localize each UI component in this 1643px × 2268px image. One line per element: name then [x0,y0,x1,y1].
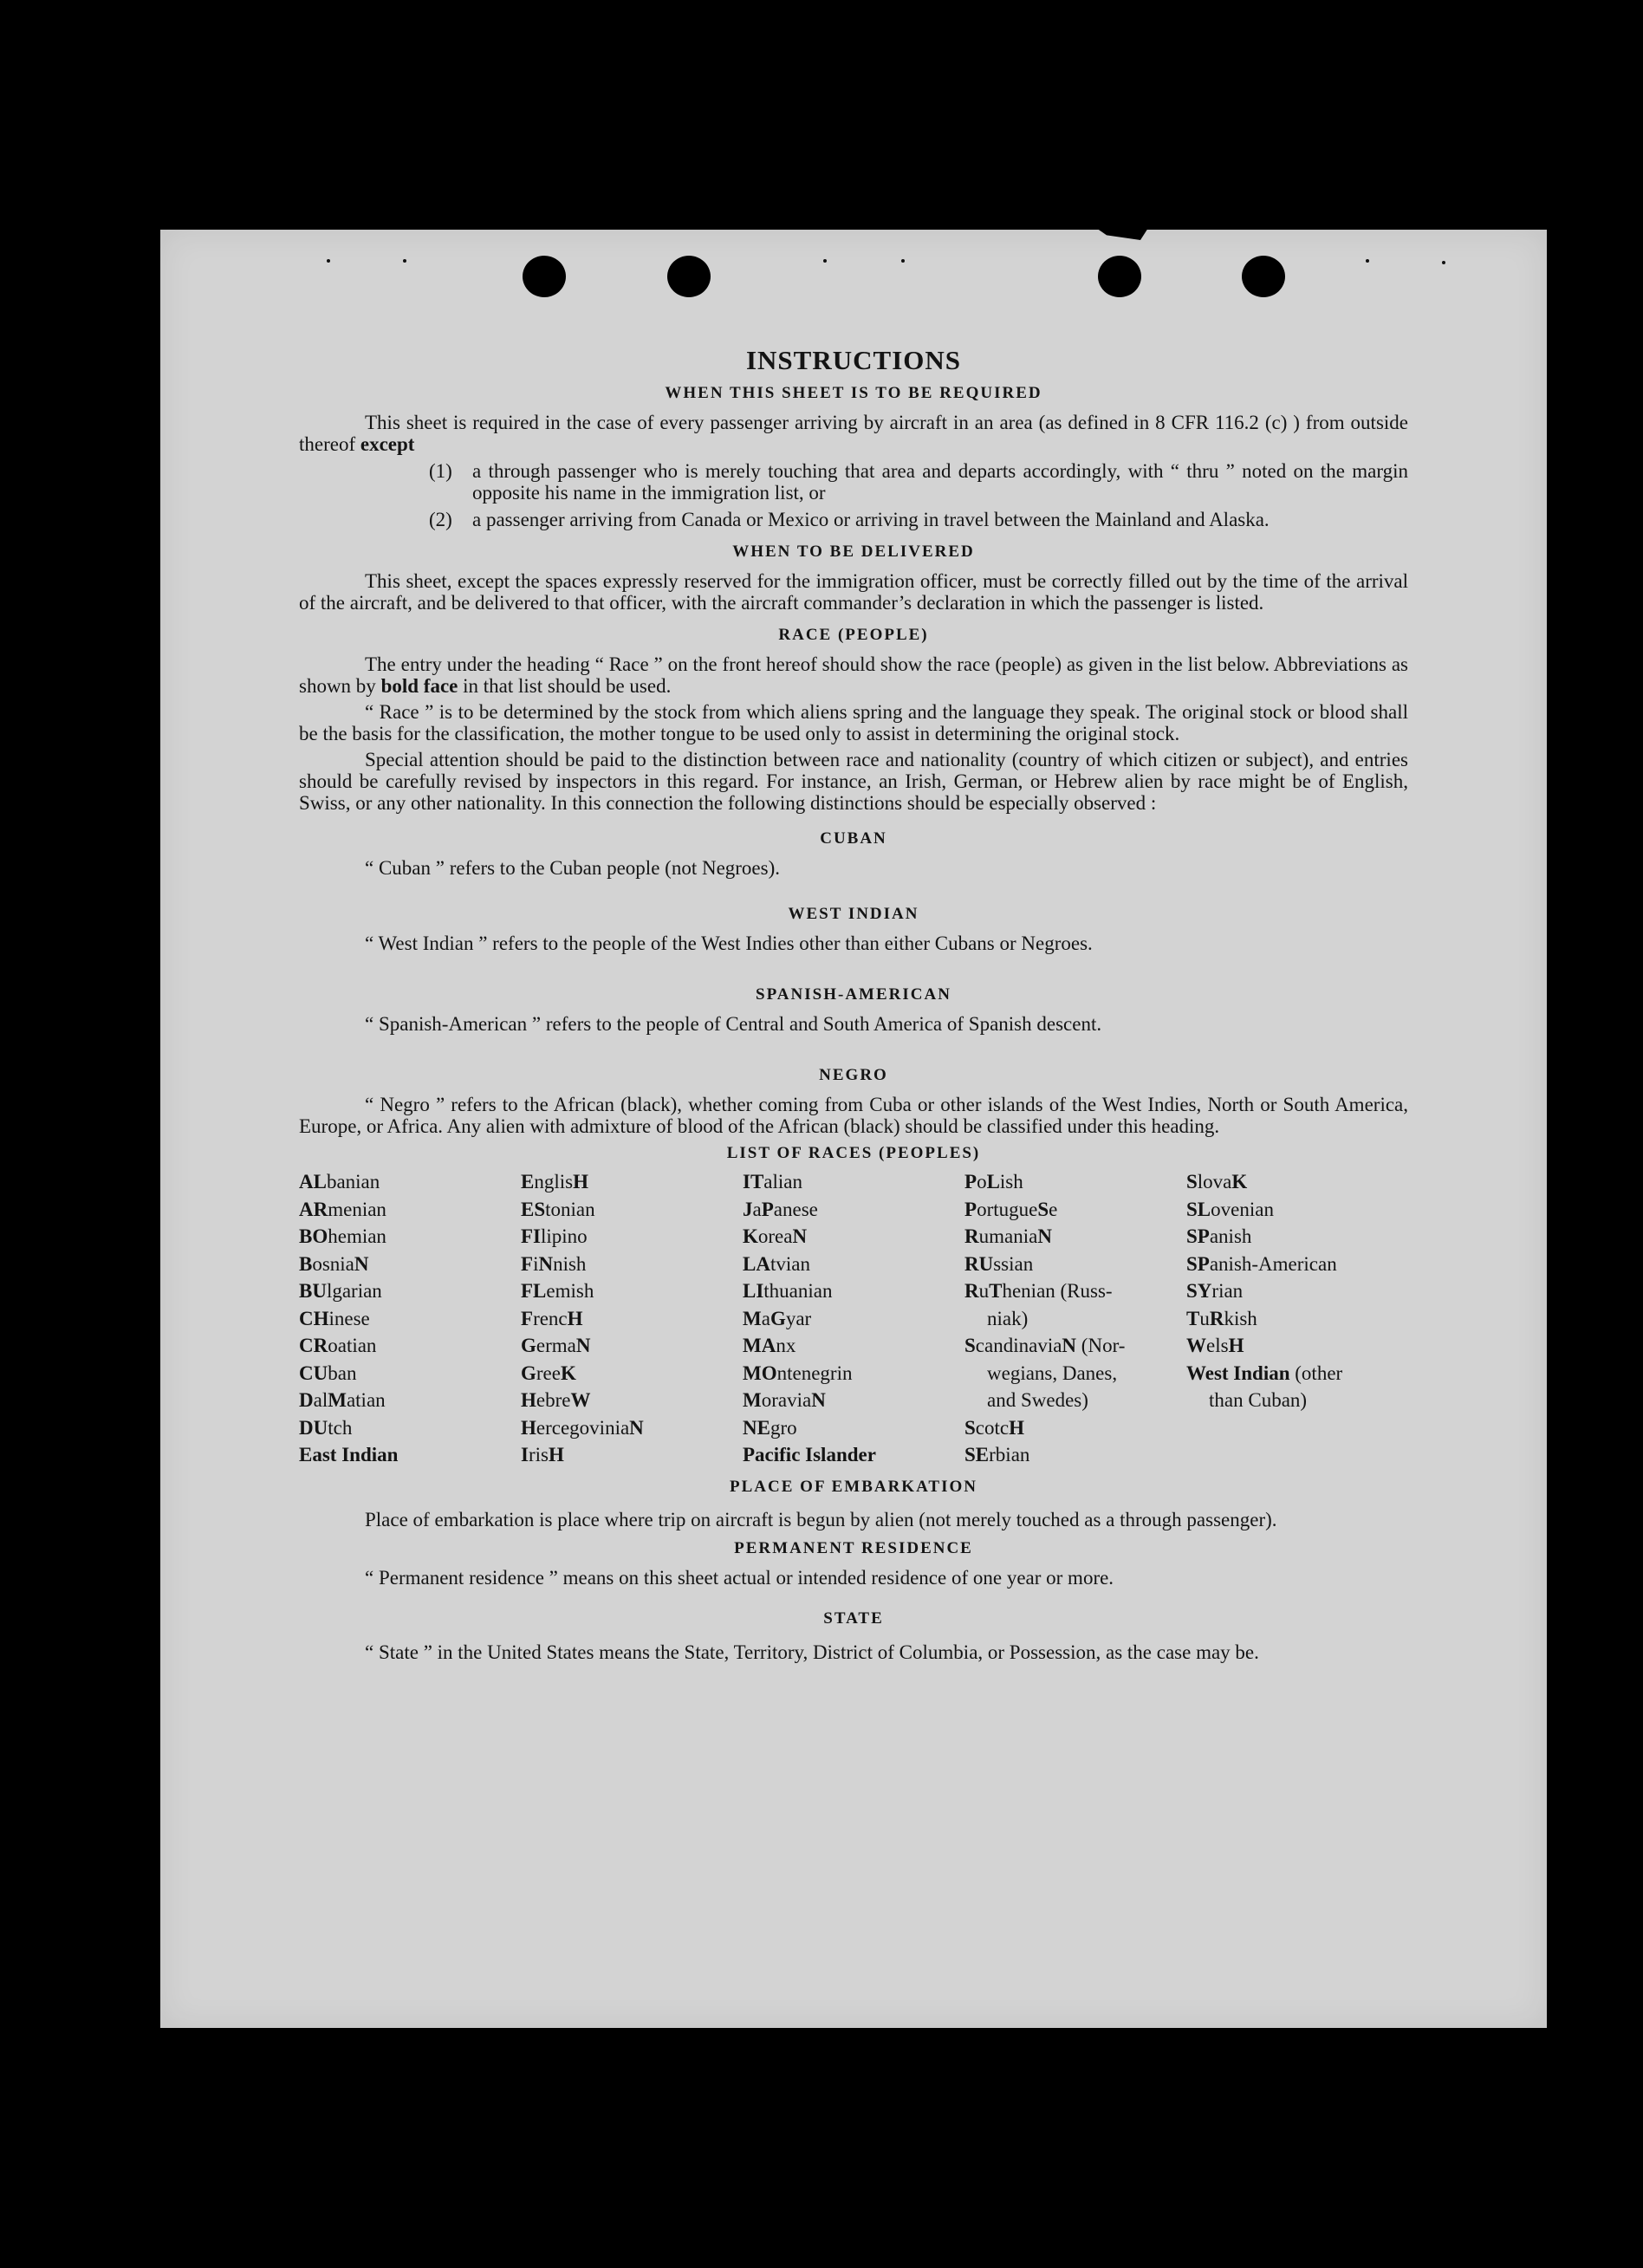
race-list-item: EStonian [521,1198,595,1220]
speck [1442,261,1445,264]
cuban-text: “ Cuban ” refers to the Cuban people (not Negroes). [365,857,781,879]
race-list-item: FrencH [521,1307,583,1329]
section-heading-residence: PERMANENT RESIDENCE [734,1538,973,1557]
race-list-item: and Swedes) [987,1389,1088,1411]
speck [327,259,330,263]
race-list-item: MOntenegrin [743,1361,853,1384]
race-list-item: LAtvian [743,1252,810,1275]
delivered-text: This sheet, except the spaces expressly reserved for the immigration officer, must be correctly filled out by the time of the arrival of the aircraft, and be delivered to that officer, with the aircraft commander’s declaration in which the passenger is listed. [299,570,1408,614]
race-list-item: RuThenian (Russ- [964,1280,1113,1302]
race-list-item: SYrian [1186,1280,1244,1302]
race-list-item: MoraviaN [743,1389,826,1411]
race-list-item: TuRkish [1186,1307,1257,1329]
race-list-item: GermaN [521,1335,591,1356]
race-list-item: ScandinaviaN (Nor- [964,1335,1126,1356]
spanish-american-text: “ Spanish-American ” refers to the people of Central and South America of Spanish descent. [365,1013,1102,1035]
page-title: INSTRUCTIONS [745,345,961,375]
section-heading-delivered: WHEN TO BE DELIVERED [732,543,975,561]
punch-hole [1098,256,1141,297]
race-list-item: Pacific Islander [743,1444,876,1465]
section-heading-west-indian: WEST INDIAN [788,905,919,923]
document-sheet [160,230,1547,2028]
race-paragraph-1: The entry under the heading “ Race ” on the front hereof should show the race (people) as given in the list below. Abbreviations as shown by bold face in that list should be used. [299,653,1408,697]
race-list [299,1168,1408,1469]
race-list-item: FiNnish [521,1252,587,1275]
race-list-item: JaPanese [743,1198,818,1220]
race-list-column [521,1168,743,1469]
race-list-item: ScotcH [964,1416,1024,1439]
race-list-item: PortugueSe [964,1198,1058,1220]
race-list-item: GreeK [521,1361,576,1384]
race-list-item: niak) [987,1307,1029,1329]
race-list-item: West Indian (other [1186,1361,1343,1384]
race-list-column [743,1168,964,1469]
race-list-item: ITalian [743,1171,802,1192]
instructions-content [299,345,1408,1668]
state-text: “ State ” in the United States means the State, Territory, District of Columbia, or Possession, as the case may be. [365,1641,1259,1663]
race-list-item: wegians, Danes, [987,1361,1118,1384]
race-list-item: ALbanian [299,1171,380,1192]
race-list-item: East Indian [299,1444,399,1465]
speck [823,259,827,263]
west-indian-text: “ West Indian ” refers to the people of the West Indies other than either Cubans or Negroes. [365,933,1093,954]
race-list-item: HebreW [521,1389,591,1411]
race-list-item: SlovaK [1186,1171,1248,1192]
race-list-item: RUssian [964,1252,1034,1275]
race-list-item: SPanish-American [1186,1252,1337,1275]
speck [1366,259,1369,263]
negro-text: “ Negro ” refers to the African (black), whether coming from Cuba or other islands of the West Indies, North or South America, Europe, or Africa. Any alien with admixture of blood of the African (black) should be classified under this heading. [299,1094,1408,1137]
race-list-item: WelsH [1186,1335,1244,1356]
race-list-item: than Cuban) [1209,1389,1308,1411]
required-item: (1) a through passenger who is merely touching that area and departs accordingly, with “ thru ” noted on the margin opposite his name in the immigration list, or [429,460,1408,504]
race-list-item: RumaniaN [964,1225,1052,1247]
race-list-item: DalMatian [299,1389,386,1411]
punch-hole [523,256,566,297]
race-list-item: SLovenian [1186,1198,1274,1220]
race-list-item: CHinese [299,1307,370,1329]
required-intro: This sheet is required in the case of every passenger arriving by aircraft in an area (as defined in 8 CFR 116.2 (c) ) from outside thereof except [299,412,1408,455]
punch-hole [667,256,711,297]
race-list-item: IrisH [521,1444,564,1465]
race-list-column [299,1168,521,1469]
race-list-item: FLemish [521,1280,594,1302]
speck [403,259,406,263]
speck [901,259,905,263]
race-list-item: LIthuanian [743,1280,833,1302]
section-heading-list-of-races: LIST OF RACES (PEOPLES) [726,1144,981,1162]
race-list-item: BUlgarian [299,1280,382,1302]
section-heading-race: RACE (PEOPLE) [778,626,929,644]
race-paragraph-2: “ Race ” is to be determined by the stock from which aliens spring and the language they speak. The original stock or blood shall be the basis for the classification, the mother tongue to be used only to assist in determining the original stock. [299,701,1408,744]
section-heading-state: STATE [823,1608,884,1628]
race-list-item: NEgro [743,1416,797,1439]
race-list-item: SErbian [964,1444,1030,1465]
race-list-item: ARmenian [299,1198,386,1220]
section-heading-required: WHEN THIS SHEET IS TO BE REQUIRED [665,384,1042,402]
residence-text: “ Permanent residence ” means on this sheet actual or intended residence of one year or more. [365,1566,1114,1589]
race-list-item: BOhemian [299,1225,386,1247]
race-list-item: MaGyar [743,1307,812,1329]
embarkation-text: Place of embarkation is place where trip on aircraft is begun by alien (not merely touched as a through passenger). [365,1508,1277,1530]
race-list-column [1186,1168,1408,1469]
race-list-item: KoreaN [743,1225,808,1247]
race-paragraph-3: Special attention should be paid to the distinction between race and nationality (country of which citizen or subject), and entries should be carefully revised by inspectors in this regard. For instance, an Irish, German, or Hebrew alien by race might be of English, Swiss, or any other nationality. In this connection the following distinctions should be especially observed : [299,749,1408,814]
race-list-item: SPanish [1186,1225,1252,1247]
race-list-column [964,1168,1186,1469]
section-heading-cuban: CUBAN [820,829,887,848]
race-list-item: EnglisH [521,1171,588,1192]
race-list-item: HercegoviniaN [521,1416,644,1439]
race-list-item: CUban [299,1361,357,1384]
race-list-item: CRoatian [299,1335,377,1356]
section-heading-embarkation: PLACE OF EMBARKATION [730,1477,977,1496]
race-list-item: MAnx [743,1335,796,1356]
race-list-item: DUtch [299,1416,353,1439]
race-list-item: BosniaN [299,1252,369,1275]
punch-hole [1242,256,1285,297]
torn-notch [1096,228,1148,240]
race-list-item: PoLish [964,1171,1023,1192]
section-heading-negro: NEGRO [819,1066,888,1084]
section-heading-spanish-american: SPANISH-AMERICAN [756,985,951,1004]
required-item: (2) a passenger arriving from Canada or Mexico or arriving in travel between the Mainland and Alaska. [429,509,1270,530]
race-list-item: FIlipino [521,1225,588,1247]
